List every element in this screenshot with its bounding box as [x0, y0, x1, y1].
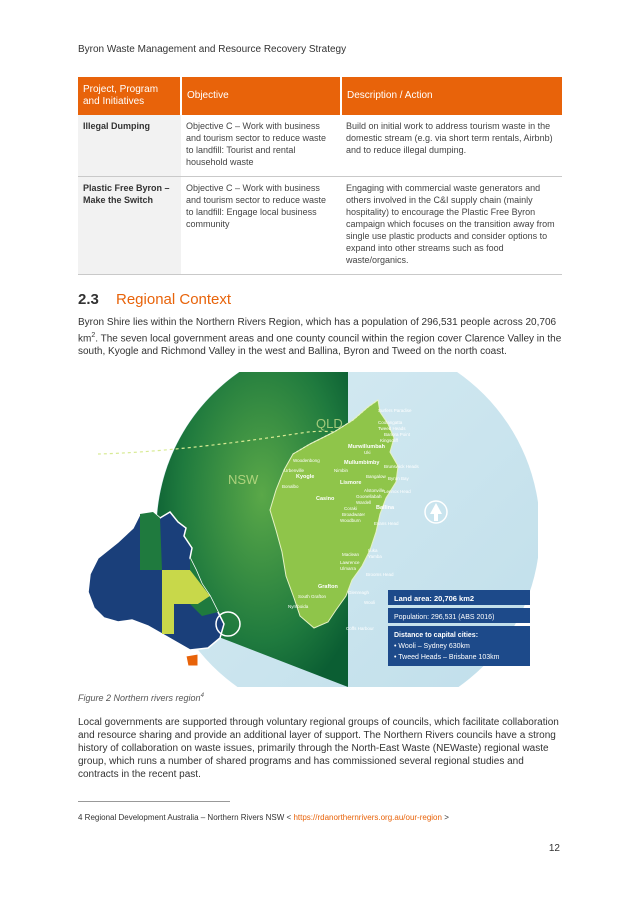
distance-tweed: • Tweed Heads – Brisbane 103km [394, 654, 500, 661]
town-label: Alstonville [364, 488, 385, 493]
town-label: Coraki [344, 506, 358, 511]
footnote [78, 813, 449, 822]
town-label: Brunswick Heads [384, 464, 419, 469]
land-area-text: Land area: 20,706 km2 [394, 594, 475, 603]
town-label-major: Grafton [318, 584, 338, 590]
intro-text-2: . The seven local government areas and one county council within the region cover Clarence Valley in the south, Kyogle and Richmond Valley in the west and Ballina, Byron and Tweed on the north coast. [78, 333, 562, 358]
town-label: Uki [364, 450, 371, 455]
town-label: Evans Head [374, 521, 399, 526]
table-cell: Engaging with commercial waste generators and others involved in the C&I supply chain (mainly hospitality) to encourage the Plastic Free Byron campaign which focuses on the transition away from single use plastic products and consider options to expand into other streams such as food waste/organics. [341, 177, 562, 275]
town-label: Bonalbo [282, 484, 299, 489]
town-label: Lennox Head [384, 489, 411, 494]
town-label: Surfers Paradise [378, 408, 412, 413]
town-label: Broadwater [342, 512, 366, 517]
town-label: Coffs Harbour [346, 626, 374, 631]
town-label-major: Ballina [376, 505, 395, 511]
town-label: Yamba [368, 554, 382, 559]
figure-caption [78, 693, 204, 703]
caption-footnote-ref: 4 [200, 693, 204, 699]
actions-table [78, 77, 562, 275]
town-label: Glenreagh [348, 590, 370, 595]
town-label: Kingscliff [380, 438, 398, 443]
town-label-major: Lismore [340, 480, 362, 486]
table-cell: Objective C – Work with business and tourism sector to reduce waste to landfill: Engage local business community [181, 177, 341, 275]
town-label-major: Casino [316, 496, 335, 502]
column-header: Objective [181, 77, 341, 115]
caption-text: Figure 2 Northern rivers region [78, 693, 201, 703]
town-label: Goonellabah [356, 494, 382, 499]
town-label: Woodenbong [293, 458, 320, 463]
page-header: Byron Waste Management and Resource Recovery Strategy [78, 44, 347, 55]
town-label-major: Kyogle [296, 474, 315, 480]
town-label: Tweed Heads [378, 426, 406, 431]
northern-rivers-map [78, 372, 538, 687]
info-panel [388, 590, 530, 666]
section-title: Regional Context [116, 291, 232, 308]
town-label: Byron Bay [388, 476, 409, 481]
table-row [78, 115, 562, 177]
footnote-link[interactable]: https://rdanorthernrivers.org.au/our-region [293, 813, 442, 822]
footnote-divider [78, 801, 230, 802]
intro-paragraph [78, 316, 562, 358]
town-label: Brooms Head [366, 572, 394, 577]
section-heading [78, 291, 231, 308]
collaboration-paragraph: Local governments are supported through voluntary regional groups of councils, which facilitate collaboration and resource sharing and provide an additional layer of support. The Northern Rivers councils have a strong history of collaboration on waste issues, primarily through the North-East Waste (NEWaste) regional waste group, which runs a number of shared programs and has commissioned several regional studies and contracts in the recent past. [78, 717, 559, 780]
town-label: Ulmarra [340, 566, 357, 571]
town-label: Nimbin [334, 468, 349, 473]
table-cell: Plastic Free Byron – Make the Switch [78, 177, 181, 275]
state-label-nsw: NSW [228, 472, 259, 487]
table-cell: Objective C – Work with business and tourism sector to reduce waste to landfill: Tourist and rental household waste [181, 115, 341, 177]
town-label-major: Murwillumbah [348, 444, 385, 450]
distance-wooli: • Wooli – Sydney 630km [394, 643, 470, 650]
distance-title: Distance to capital cities: [394, 632, 479, 639]
table-row [78, 177, 562, 275]
table-cell: Build on initial work to address tourism waste in the domestic stream (e.g. via short term rentals, Airbnb) and to reduce illegal dumping. [341, 115, 562, 177]
footnote-end: > [441, 813, 449, 822]
town-label: Banora Point [384, 432, 411, 437]
superscript-2: 2 [91, 332, 96, 339]
intro-text-1: Byron Shire lies within the Northern Rivers Region, which has a population of 296,531 people across 20,706 km [78, 317, 557, 345]
section-number: 2.3 [78, 291, 99, 308]
town-label: Maclean [342, 552, 360, 557]
town-label: South Grafton [298, 594, 327, 599]
column-header: Project, Program and Initiatives [78, 77, 181, 115]
town-label: Wooli [364, 600, 376, 605]
town-label: Coolangatta [378, 420, 403, 425]
column-header: Description / Action [341, 77, 562, 115]
footnote-number: 4 [78, 813, 83, 822]
town-label: Wardell [356, 500, 372, 505]
state-label-qld: QLD [316, 416, 343, 431]
population-text: Population: 296,531 (ABS 2016) [394, 614, 495, 621]
town-label: Iluka [368, 548, 378, 553]
town-label: Nymboida [288, 604, 309, 609]
table-header-row [78, 77, 562, 115]
town-label: Woodburn [340, 518, 361, 523]
table-cell: Illegal Dumping [78, 115, 181, 177]
footnote-text: Regional Development Australia – Northern Rivers NSW < [82, 813, 294, 822]
town-label: Bangalow [366, 474, 386, 479]
town-label-major: Mullumbimby [344, 460, 380, 466]
page-number: 12 [548, 843, 560, 854]
town-label: Lawrence [340, 560, 360, 565]
town-label: Urbenville [284, 468, 305, 473]
